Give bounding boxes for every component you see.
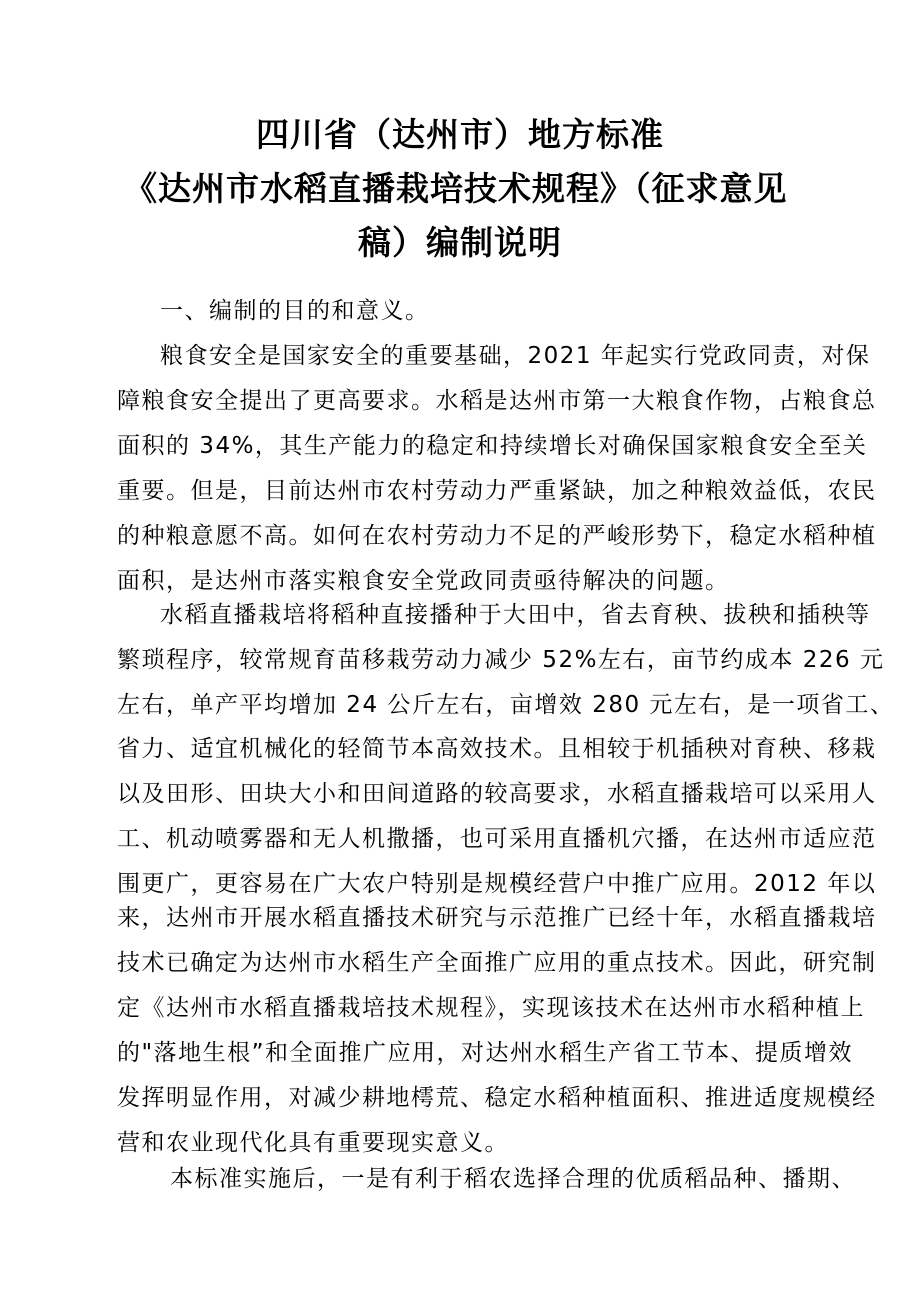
paragraph-line: 省力、适宜机械化的轻简节本高效技术。且相较于机插秧对育秧、移栽 <box>117 736 877 762</box>
paragraph-line: 定《达州市水稻直播栽培技术规程》，实现该技术在达州市水稻种植上 <box>117 995 865 1021</box>
paragraph-line: 的种粮意愿不高。如何在农村劳动力不足的严峻形势下，稳定水稻种植 <box>117 523 877 549</box>
paragraph-line: 障粮食安全提出了更高要求。水稻是达州市第一大粮食作物，占粮食总 <box>117 388 877 414</box>
paragraph-line: 技术已确定为达州市水稻生产全面推广应用的重点技术。因此，研究制 <box>117 950 877 976</box>
paragraph-line: 水稻直播栽培将稻种直接播种于大田中，省去育秧、拔秧和插秧等 <box>160 602 871 628</box>
paragraph-line: 左右，单产平均增加 24 公斤左右，亩增效 280 元左右，是一项省工、 <box>117 692 895 718</box>
paragraph-line: 本标准实施后，一是有利于稻农选择合理的优质稻品种、播期、 <box>170 1166 856 1192</box>
paragraph-line: 重要。但是，目前达州市农村劳动力严重紧缺，加之种粮效益低，农民 <box>117 478 877 504</box>
paragraph-line: 面积的 34%，其生产能力的稳定和持续增长对确保国家粮食安全至关 <box>117 433 868 459</box>
title-line-2: 《达州市水稻直播栽培技术规程》（征求意见 <box>124 169 788 208</box>
paragraph-line: 营和农业现代化具有重要现实意义。 <box>117 1130 509 1156</box>
paragraph-line: 繁琐程序，较常规育苗移栽劳动力减少 52%左右，亩节约成本 226 元 <box>117 647 885 673</box>
paragraph-line: 以及田形、田块大小和田间道路的较高要求，水稻直播栽培可以采用人 <box>117 781 877 807</box>
paragraph-line: 来，达州市开展水稻直播技术研究与示范推广已经十年，水稻直播栽培 <box>117 905 877 931</box>
section-heading: 一、编制的目的和意义。 <box>160 298 430 324</box>
paragraph-line: 发挥明显作用，对减少耕地樗荒、稳定水稻种植面积、推进适度规模经 <box>117 1085 877 1111</box>
title-line-1: 四川省（达州市）地方标准 <box>256 115 664 154</box>
paragraph-line: 面积，是达州市落实粮食安全党政同责亟待解决的问题。 <box>117 568 730 594</box>
paragraph-line: 粮食安全是国家安全的重要基础，2021 年起实行党政同责，对保 <box>160 343 871 369</box>
title-line-3: 稿）编制说明 <box>358 223 562 262</box>
paragraph-line: 的"落地生根”和全面推广应用，对达州水稻生产省工节本、提质增效 <box>117 1040 853 1066</box>
paragraph-line: 工、机动喷雾器和无人机撒播，也可采用直播机穴播，在达州市适应范 <box>117 826 877 852</box>
paragraph-line: 围更广，更容易在广大农户特别是规模经营户中推广应用。2012 年以 <box>117 871 877 897</box>
